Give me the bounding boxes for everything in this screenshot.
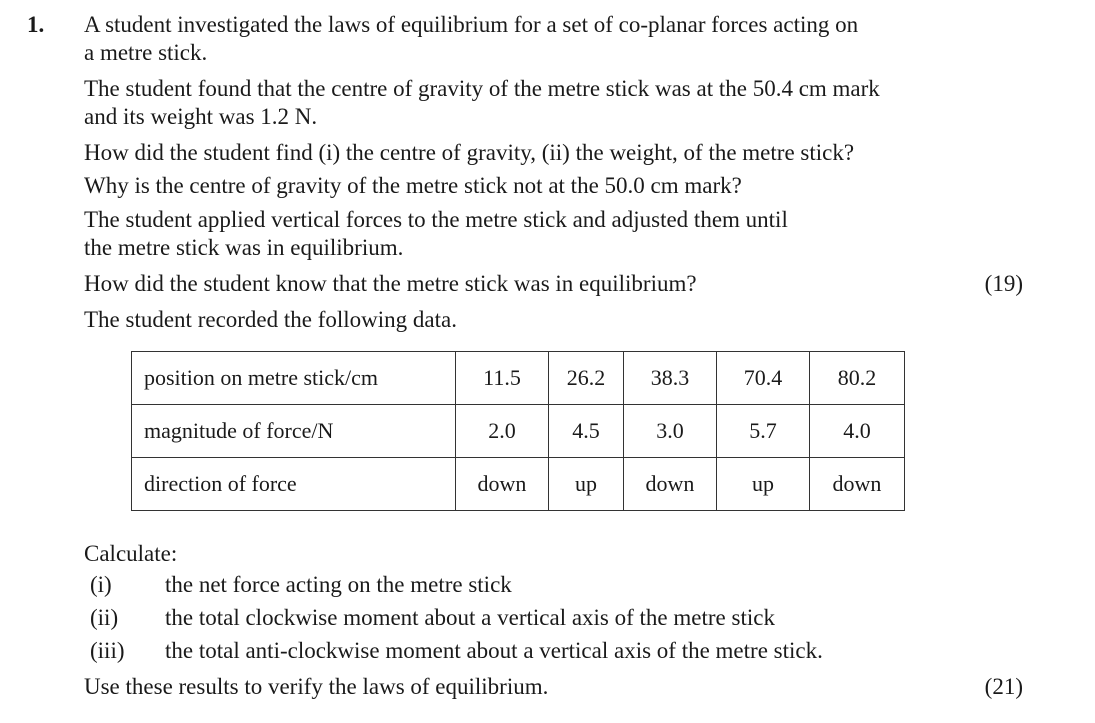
table-cell: down <box>624 458 717 511</box>
table-cell: 70.4 <box>717 352 810 405</box>
table-cell: 26.2 <box>549 352 624 405</box>
table-cell: 11.5 <box>456 352 549 405</box>
table-cell: up <box>549 458 624 511</box>
table-row-magnitude <box>132 405 905 458</box>
table-cell: 5.7 <box>717 405 810 458</box>
question-why-cog: Why is the centre of gravity of the metre stick not at the 50.0 cm mark? <box>84 173 742 198</box>
part-number: (i) <box>90 572 112 597</box>
intro-line-2: a metre stick. <box>84 40 208 65</box>
cog-line-1: The student found that the centre of gravity of the metre stick was at the 50.4 cm mark <box>84 76 880 101</box>
table-cell: 38.3 <box>624 352 717 405</box>
table-cell: down <box>456 458 549 511</box>
table-cell: down <box>810 458 905 511</box>
table-cell: 3.0 <box>624 405 717 458</box>
data-table <box>131 351 905 511</box>
intro-line-1: A student investigated the laws of equilibrium for a set of co-planar forces acting on <box>84 12 859 37</box>
question-equilibrium: How did the student know that the metre stick was in equilibrium? <box>84 271 697 296</box>
row-label: direction of force <box>132 458 456 511</box>
calculate-label: Calculate: <box>84 541 178 566</box>
table-cell: 4.0 <box>810 405 905 458</box>
table-cell: 2.0 <box>456 405 549 458</box>
table-cell: 4.5 <box>549 405 624 458</box>
table-row-position <box>132 352 905 405</box>
part-text: the total anti-clockwise moment about a vertical axis of the metre stick. <box>165 638 823 663</box>
cog-line-2: and its weight was 1.2 N. <box>84 104 318 129</box>
row-label: position on metre stick/cm <box>132 352 456 405</box>
final-instruction: Use these results to verify the laws of equilibrium. <box>84 674 549 699</box>
part-number: (iii) <box>90 638 125 663</box>
part-text: the total clockwise moment about a vertical axis of the metre stick <box>165 605 775 630</box>
table-row-direction <box>132 458 905 511</box>
part-number: (ii) <box>90 605 119 630</box>
row-label: magnitude of force/N <box>132 405 456 458</box>
question-how-find: How did the student find (i) the centre of gravity, (ii) the weight, of the metre stick? <box>84 140 855 165</box>
question-number: 1. <box>27 12 45 37</box>
part-text: the net force acting on the metre stick <box>165 572 512 597</box>
table-cell: up <box>717 458 810 511</box>
forces-line-2: the metre stick was in equilibrium. <box>84 235 404 260</box>
marks-21: (21) <box>984 674 1023 699</box>
table-cell: 80.2 <box>810 352 905 405</box>
data-intro: The student recorded the following data. <box>84 307 457 332</box>
marks-19: (19) <box>984 271 1023 296</box>
forces-line-1: The student applied vertical forces to the metre stick and adjusted them until <box>84 207 788 232</box>
